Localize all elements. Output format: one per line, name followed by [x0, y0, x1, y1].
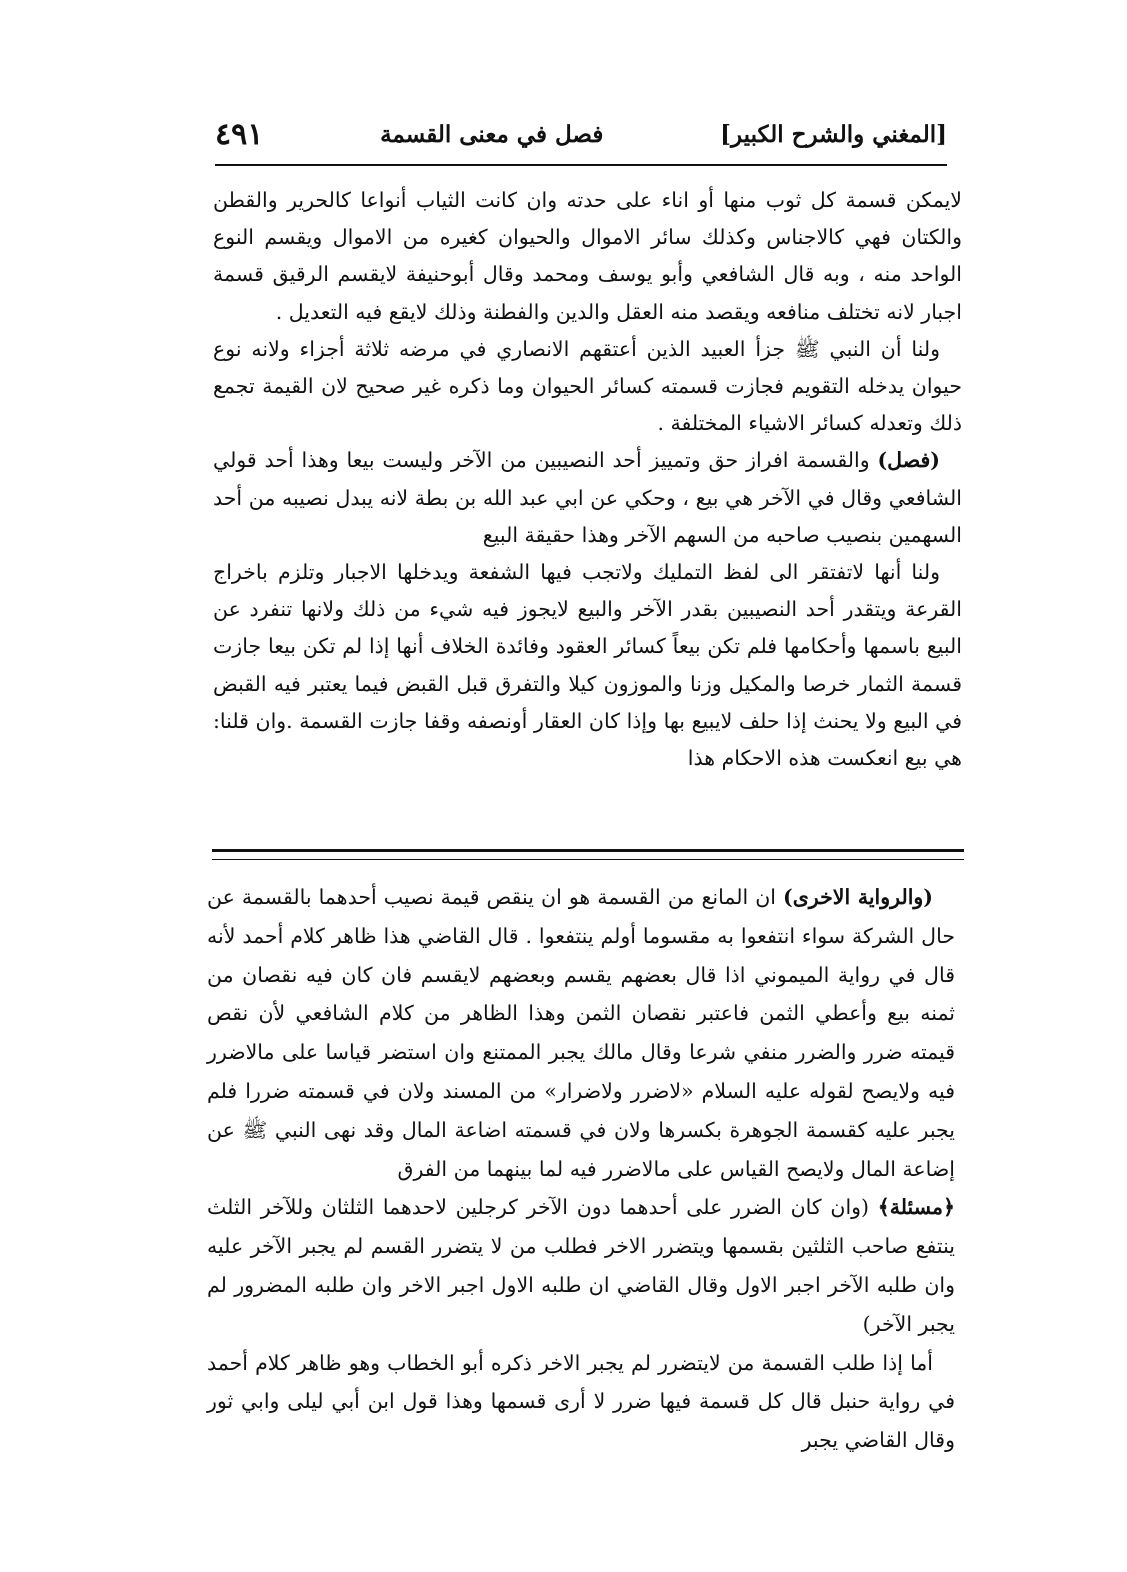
lower-text-block	[207, 878, 955, 1460]
paragraph	[207, 1188, 955, 1343]
page-number: ٤٩١	[215, 116, 264, 152]
paragraph	[213, 442, 962, 554]
upper-text-block	[213, 182, 962, 777]
section-title: فصل في معنى القسمة	[380, 120, 604, 148]
paragraph-text: ان المانع من القسمة هو ان ينقص قيمة نصيب أحدهما بالقسمة عن حال الشركة سواء انتفعوا به مقسوما أولم ينتفعوا . قال القاضي هذا ظاهر كلام أحمد لأنه قال في رواية الميموني اذا قال بعضهم يقسم وبعضهم لايقسم فان كان فيه نقصان من ثمنه بيع وأعطي الثمن فاعتبر نقصان الثمن وهذا الظاهر من كلام الشافعي لأن نقص قيمته ضرر والضرر منفي شرعا وقال مالك يجبر الممتنع وان استضر قياسا على مالاضرر فيه ولايصح لقوله عليه السلام «لاضرر ولاضرار» من المسند ولان في قسمته ضررا فلم يجبر عليه كقسمة الجوهرة بكسرها ولان في قسمته اضاعة المال وقد نهى النبي ﷺ عن إضاعة المال ولايصح القياس على مالاضرر فيه لما بينهما من الفرق	[207, 885, 955, 1181]
page-header	[215, 104, 947, 166]
paragraph-text: والقسمة افراز حق وتمييز أحد النصيبين من الآخر وليست بيعا وهذا أحد قولي الشافعي وقال في الآخر هي بيع ، وحكي عن ابي عبد الله بن بطة لانه يبدل نصيبه من أحد السهمين بنصيب صاحبه من السهم الآخر وهذا حقيقة البيع	[213, 448, 962, 547]
section-divider	[212, 849, 964, 860]
book-title: [المغني والشرح الكبير]	[720, 120, 947, 148]
section-marker: (فصل)	[877, 448, 940, 473]
paragraph: لايمكن قسمة كل ثوب منها أو اناء على حدته وان كانت الثياب أنواعا كالحرير والقطن والكتان فهي كالاجناس وكذلك سائر الاموال والحيوان كغيره من الاموال ويقسم النوع الواحد منه ، وبه قال الشافعي وأبو يوسف ومحمد وقال أبوحنيفة لايقسم الرقيق قسمة اجبار لانه تختلف منافعه ويقصد منه العقل والدين والفطنة وذلك لايقع فيه التعديل .	[213, 188, 962, 324]
paragraph: ولنا أنها لاتفتقر الى لفظ التمليك ولاتجب فيها الشفعة ويدخلها الاجبار وتلزم باخراج القرعة ويتقدر أحد النصيبين بقدر الآخر والبيع لايجوز فيه شيء من ذلك ولانها تنفرد عن البيع باسمها وأحكامها فلم تكن بيعاً كسائر العقود وفائدة الخلاف أنها إذا لم تكن بيعا جازت قسمة الثمار خرصا والمكيل وزنا والموزون كيلا والتفرق قبل القبض فيما يعتبر فيه القبض في البيع ولا يحنث إذا حلف لايبيع بها وإذا كان العقار أونصفه وقفا جازت القسمة .وان قلنا: هي بيع انعكست هذه الاحكام هذا	[213, 560, 962, 771]
masala-marker: ﴿مسئلة﴾	[877, 1195, 955, 1220]
paragraph-text: (وان كان الضرر على أحدهما دون الآخر كرجلين لاحدهما الثلثان وللآخر الثلث ينتفع صاحب الثلثين بقسمها ويتضرر الاخر فطلب من لا يتضرر القسم لم يجبر الآخر عليه وان طلبه الآخر اجبر الاول وقال القاضي ان طلبه الاول اجبر الاخر وان طلبه المضرور لم يجبر الآخر)	[207, 1195, 955, 1336]
section-marker: (والرواية الاخرى)	[783, 885, 933, 909]
paragraph: أما إذا طلب القسمة من لايتضرر لم يجبر الاخر ذكره أبو الخطاب وهو ظاهر كلام أحمد في رواية حنبل قال كل قسمة فيها ضرر لا أرى قسمها وهذا قول ابن أبي ليلى وابي ثور وقال القاضي يجبر	[207, 1350, 955, 1453]
paragraph	[207, 878, 955, 1188]
paragraph: ولنا أن النبي ﷺ جزأ العبيد الذين أعتقهم الانصاري في مرضه ثلاثة أجزاء ولانه نوع حيوان يدخله التقويم فجازت قسمته كسائر الحيوان وما ذكره غير صحيح لان القيمة تجمع ذلك وتعدله كسائر الاشياء المختلفة .	[213, 336, 962, 436]
